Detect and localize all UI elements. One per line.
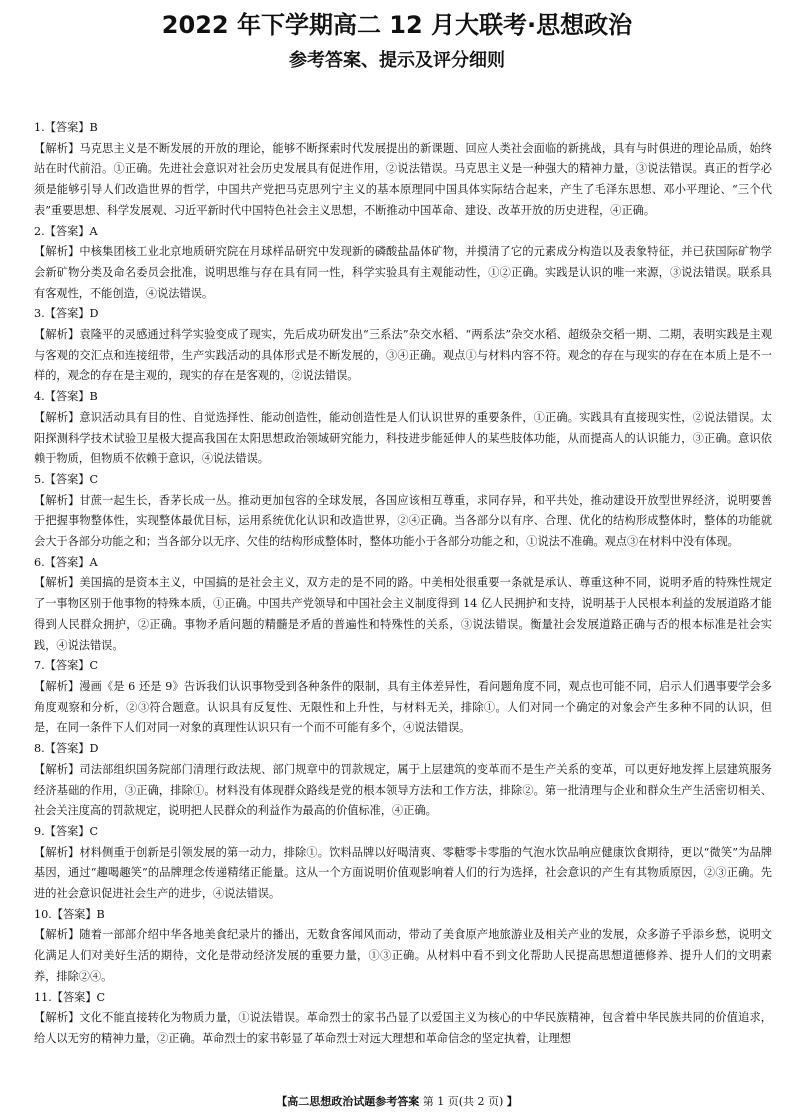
answer-line	[26, 553, 772, 574]
answer-text: 【答案】C	[51, 990, 106, 1004]
analysis-text: 【解析】随着一部部介绍中华各地美食纪录片的播出，无数食客闻风而动，带动了美食原产地旅游业及相关产业的发展，众多游子乎添乡愁，说明文化满足人们对美好生活的期待，文化是带动经济发展的重要力量，①③正确。从材料中看不到文化帮助人民提高思想道德修养、提升人们的文明素养，排除②④。	[34, 928, 772, 983]
question-number: 9.	[34, 824, 45, 838]
page-title: 2022 年下学期高二 12 月大联考·思想政治	[161, 11, 633, 39]
answer-line	[26, 222, 772, 243]
answer-line	[26, 905, 772, 926]
analysis-text: 【解析】意识活动具有目的性、自觉选择性、能动创造性，能动创造性是人们认识世界的重要条件，①正确。实践具有直接现实性，②说法错误。太阳探测科学技术试验卫星极大提高我国在太阳思想政治领域研究能力，科技进步能延伸人的某些肢体功能，从而提高人的认识能力，③正确。意识依赖于物质，但物质不依赖于意识，④说法错误。	[34, 410, 772, 466]
page-footer	[0, 1094, 794, 1110]
answer-item	[26, 387, 772, 470]
answer-text: 【答案】C	[44, 472, 98, 486]
answer-text: 【答案】C	[44, 824, 98, 838]
question-number: 6.	[34, 555, 45, 569]
question-number: 2.	[34, 224, 45, 238]
answer-item	[26, 988, 772, 1050]
answer-text: 【答案】A	[44, 555, 98, 569]
answer-list	[26, 118, 772, 1050]
answer-item	[26, 553, 772, 657]
answer-item	[26, 739, 772, 822]
analysis-text: 【解析】马克思主义是不断发展的开放的理论，能够不断探索时代发展提出的新课题、回应人类社会面临的新挑战，具有与时俱进的理论品质，始终站在时代前沿。①正确。先进社会意识对社会历史发展具有促进作用，②说法错误。马克思主义是一种强大的精神力量，③说法错误。真正的哲学必须是能够引导人们改造世界的哲学，中国共产党把马克思列宁主义的基本原理同中国具体实际结合起来，产生了毛泽东思想、邓小平理论、“三个代表”重要思想、科学发展观、习近平新时代中国特色社会主义思想，不断推动中国革命、建设、改革开放的历史进程，④正确。	[34, 141, 772, 217]
answer-item	[26, 222, 772, 305]
answer-item	[26, 118, 772, 222]
answer-text: 【答案】C	[44, 659, 98, 673]
answer-line	[26, 656, 772, 677]
analysis-text: 【解析】司法部组织国务院部门清理行政法规、部门规章中的罚款规定，属于上层建筑的变革而不是生产关系的变革，可以更好地发挥上层建筑服务经济基础的作用，③正确，排除①。材料没有体现群众路线是党的根本领导方法和工作方法，排除②。第一批清理与企业和群众生产生活密切相关、社会关注度高的罚款规定，说明把人民群众的利益作为最高的价值标准，④正确。	[34, 762, 772, 818]
question-number: 3.	[34, 307, 45, 321]
answer-item	[26, 470, 772, 553]
answer-text: 【答案】A	[44, 224, 98, 238]
answer-line	[26, 304, 772, 325]
answer-item	[26, 304, 772, 387]
answer-line	[26, 822, 772, 843]
analysis-text: 【解析】文化不能直接转化为物质力量，①说法错误。革命烈士的家书凸显了以爱国主义为核心的中华民族精神，包含着中华民族共同的价值追求，给人以无穷的精神力量，②正确。革命烈士的家书彰显了革命烈士对远大理想和革命信念的坚定执着，让理想	[34, 1011, 772, 1045]
answer-text: 【答案】B	[44, 390, 98, 404]
answer-text: 【答案】B	[44, 121, 98, 134]
answer-line	[26, 739, 772, 760]
analysis-text: 【解析】漫画《是 6 还是 9》告诉我们认识事物受到各种条件的限制，具有主体差异性，看问题角度不同，观点也可能不同，启示人们遇事要学会多角度观察和分析，②③符合题意。认识具有反复性、无限性和上升性，与材料无关，排除①。人们对同一个确定的对象会产生多种不同的认识，但是，在同一条件下人们对同一对象的真理性认识只有一个而不可能有多个，④说法错误。	[34, 679, 772, 735]
question-number: 7.	[34, 659, 45, 673]
analysis-text: 【解析】甘蔗一起生长，香茅长成一丛。推动更加包容的全球发展，各国应该相互尊重，求同存异，和平共处，推动建设开放型世界经济，说明要善于把握事物整体性，实现整体最优目标，运用系统优化认识和改造世界，②④正确。当各部分以有序、合理、优化的结构形成整体时，整体的功能就会大于各部分功能之和；当各部分以无序、欠佳的结构形成整体时，整体功能小于各部分功能之和，①说法不准确。观点③在材料中没有体现。	[34, 493, 772, 549]
question-number: 11.	[34, 990, 52, 1004]
answer-line	[26, 988, 772, 1009]
footer-title: 【高二思想政治试题参考答案	[276, 1095, 420, 1108]
footer-bracket: 】	[506, 1095, 518, 1108]
analysis-text: 【解析】美国搞的是资本主义，中国搞的是社会主义，双方走的是不同的路。中美相处很重要一条就是承认、尊重这种不同，说明矛盾的特殊性规定了一事物区别于他事物的特殊本质，①正确。中国共产党领导和中国社会主义制度得到 14 亿人民拥护和支持，说明基于人民根本利益的发展道路才能得到人民群众拥护，②正确。事物矛盾问题的精髓是矛盾的普遍性和特殊性的关系，③说法错误。衡量社会发展道路正确与否的根本标准是社会实践，④说法错误。	[34, 576, 772, 652]
answer-line	[26, 470, 772, 491]
answer-line	[26, 387, 772, 408]
analysis-text: 【解析】中核集团核工业北京地质研究院在月球样品研究中发现新的磷酸盐晶体矿物，并摸清了它的元素成分构造以及表象特征，并已获国际矿物学会新矿物分类及命名委员会批准，说明思维与存在具有同一性，科学实验具有主观能动性，①②正确。实践是认识的唯一来源，③说法错误。联系具有客观性，不能创造，④说法错误。	[34, 245, 772, 300]
question-number: 1.	[34, 121, 45, 134]
answer-item	[26, 822, 772, 905]
answer-item	[26, 905, 772, 988]
analysis-text: 【解析】袁隆平的灵感通过科学实验变成了现实，先后成功研发出“三系法”杂交水稻、“两系法”杂交水稻、超级杂交稻一期、二期，表明实践是主观与客观的交汇点和连接纽带，生产实践活动的具体形式是不断发展的，③④正确。观点①与材料内容不符。观念的存在与现实的存在在本质上是不一样的，观念的存在是主观的，现实的存在是客观的，②说法错误。	[34, 328, 772, 383]
answer-line	[26, 118, 772, 139]
page-subtitle: 参考答案、提示及评分细则	[289, 50, 505, 71]
analysis-text: 【解析】材料侧重于创新是引领发展的第一动力，排除①。饮料品牌以好喝清爽、零糖零卡零脂的气泡水饮品响应健康饮食期待，更以“微笑”为品牌基因，通过“趣喝趣笑”的品牌理念传递精绪正能量。这从一个方面说明价值观影响着人们的行为选择，社会意识的产生有其物质原因，②③正确。先进的社会意识促进社会生产的进步，④说法错误。	[34, 845, 772, 901]
answer-text: 【答案】D	[44, 307, 99, 321]
question-number: 4.	[34, 390, 45, 404]
question-number: 10.	[34, 907, 52, 921]
footer-page-number: 第 1 页(共 2 页)	[422, 1095, 504, 1108]
answer-text: 【答案】B	[51, 907, 105, 921]
answer-text: 【答案】D	[44, 742, 99, 756]
answer-item	[26, 656, 772, 739]
question-number: 5.	[34, 472, 45, 486]
question-number: 8.	[34, 742, 45, 756]
